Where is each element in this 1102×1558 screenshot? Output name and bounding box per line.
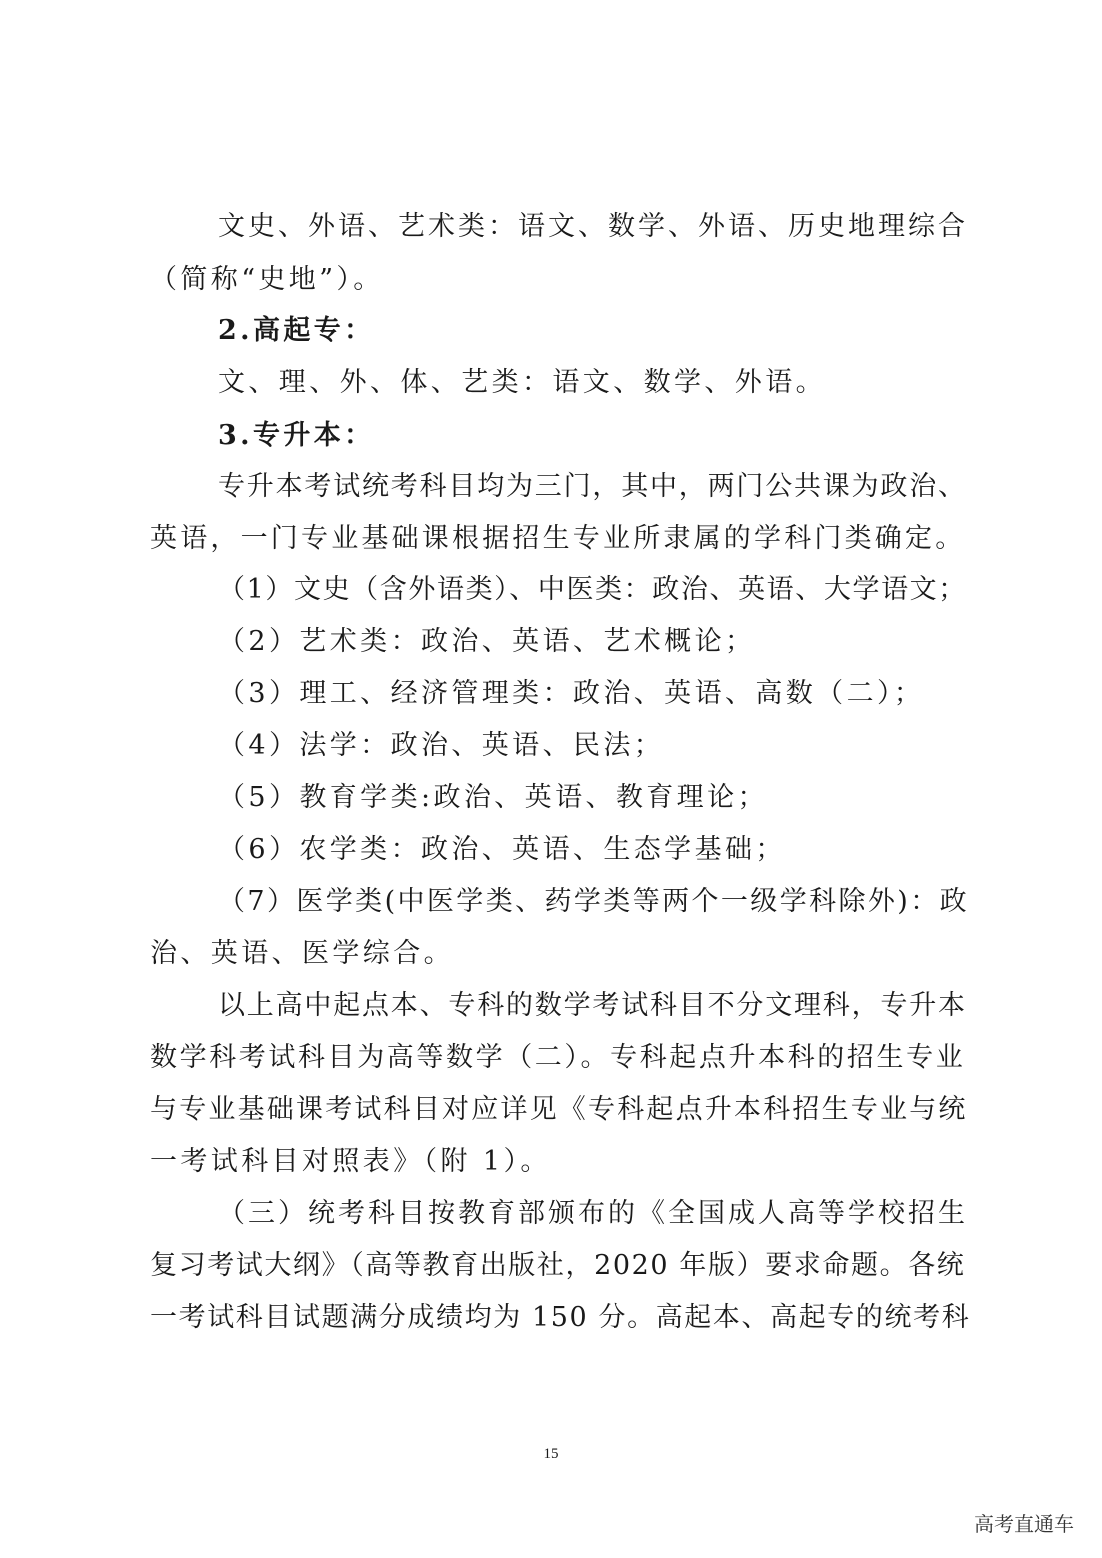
list-item: （6）农学类：政治、英语、生态学基础；: [218, 834, 786, 865]
section-heading: 2.高起专：: [218, 315, 375, 346]
paragraph-line: 数学科考试科目为高等数学（二）。专科起点升本科的招生专业: [150, 1042, 966, 1073]
list-item: （1）文史（含外语类）、中医类：政治、英语、大学语文；: [218, 574, 967, 605]
paragraph-line: 一考试科目对照表》（附 1）。: [150, 1146, 551, 1177]
paragraph-line: 与专业基础课考试科目对应详见《专科起点升本科招生专业与统: [150, 1094, 968, 1125]
paragraph-line: 以上高中起点本、专科的数学考试科目不分文理科，专升本: [218, 990, 967, 1021]
watermark-text: 高考直通车: [974, 1512, 1074, 1536]
paragraph-line: 治、英语、医学综合。: [150, 938, 454, 969]
paragraph-line: （简称“史地”）。: [150, 264, 384, 295]
paragraph-line: 英语，一门专业基础课根据招生专业所隶属的学科门类确定。: [150, 523, 966, 554]
paragraph-line: 复习考试大纲》（高等教育出版社，2020 年版）要求命题。各统: [150, 1250, 966, 1281]
paragraph-line: 一考试科目试题满分成绩均为 150 分。高起本、高起专的统考科: [150, 1302, 971, 1333]
paragraph-line: 专升本考试统考科目均为三门，其中，两门公共课为政治、: [218, 471, 967, 502]
list-item: （2）艺术类：政治、英语、艺术概论；: [218, 626, 756, 657]
paragraph-line: （三）统考科目按教育部颁布的《全国成人高等学校招生: [218, 1198, 968, 1229]
list-item: （4）法学：政治、英语、民法；: [218, 730, 665, 761]
paragraph-line: 文史、外语、艺术类：语文、数学、外语、历史地理综合: [218, 211, 968, 242]
list-item: （3）理工、经济管理类：政治、英语、高数（二）；: [218, 678, 925, 709]
section-heading: 3.专升本：: [218, 420, 375, 451]
paragraph-line: 文、理、外、体、艺类：语文、数学、外语。: [218, 367, 826, 398]
list-item: （7）医学类(中医学类、药学类等两个一级学科除外)：政: [218, 886, 970, 917]
list-item: （5）教育学类:政治、英语、教育理论；: [218, 782, 768, 813]
page-number: 15: [543, 1446, 559, 1462]
